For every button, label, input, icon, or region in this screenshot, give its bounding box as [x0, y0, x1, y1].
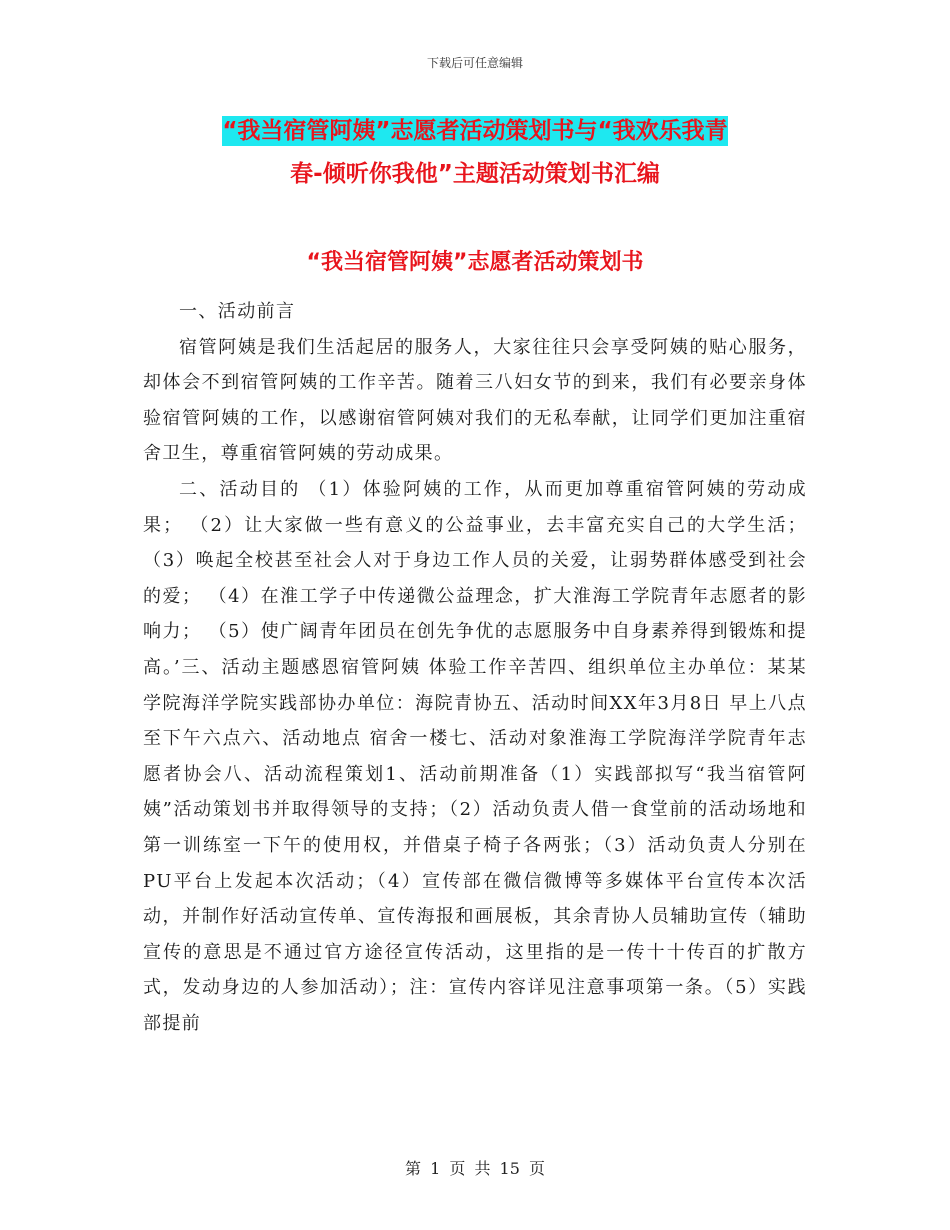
document-title-line2: 春-倾听你我他”主题活动策划书汇编 — [290, 161, 660, 187]
header-note: 下载后可任意编辑 — [426, 56, 523, 70]
section-title: “我当宿管阿姨”志愿者活动策划书 — [306, 250, 644, 275]
document-title — [143, 110, 807, 196]
paragraph-heading-preface: 一、活动前言 — [179, 301, 296, 322]
paragraph-purpose: 二、活动目的 （1）体验阿姨的工作，从而更加尊重宿管阿姨的劳动成果； （2）让大家做一些有意义的公益事业，去丰富充实自己的大学生活； （3）唤起全校甚至社会人对于身边工作人员的关爱，让弱势群体感受到社会的爱； （4）在淮工学子中传递微公益理念，扩大淮海工学院青年志愿者的影响力； （5）使广阔青年团员在创先争优的志愿服务中自身素养得到锻炼和提高。’三、活动主题感恩宿管阿姨 体验工作辛苦四、组织单位主办单位：某某学院海洋学院实践部协办单位：海院青协五、活动时间XX年3月8日 早上八点至下午六点六、活动地点 宿舍一楼七、活动对象淮海工学院海洋学院青年志愿者协会八、活动流程策划1、活动前期准备（1）实践部拟写“我当宿管阿姨”活动策划书并取得领导的支持；（2）活动负责人借一食堂前的活动场地和第一训练室一下午的使用权，并借桌子椅子各两张；（3）活动负责人分别在PU平台上发起本次活动；（4）宣传部在微信微博等多媒体平台宣传本次活动，并制作好活动宣传单、宣传海报和画展板，其余青协人员辅助宣传（辅助宣传的意思是不通过官方途径宣传活动，这里指的是一传十十传百的扩散方式，发动身边的人参加活动）；注：宣传内容详见注意事项第一条。（5）实践部提前 — [143, 478, 807, 1034]
document-title-line1: “我当宿管阿姨”志愿者活动策划书与“我欢乐我青 — [222, 118, 728, 144]
body-text — [143, 294, 807, 1041]
page-footer: 第 1 页 共 15 页 — [405, 1159, 545, 1178]
paragraph-preface: 宿管阿姨是我们生活起居的服务人，大家往往只会享受阿姨的贴心服务，却体会不到宿管阿姨的工作辛苦。随着三八妇女节的到来，我们有必要亲身体验宿管阿姨的工作，以感谢宿管阿姨对我们的无私奉献，让同学们更加注重宿舍卫生，尊重宿管阿姨的劳动成果。 — [143, 336, 807, 465]
